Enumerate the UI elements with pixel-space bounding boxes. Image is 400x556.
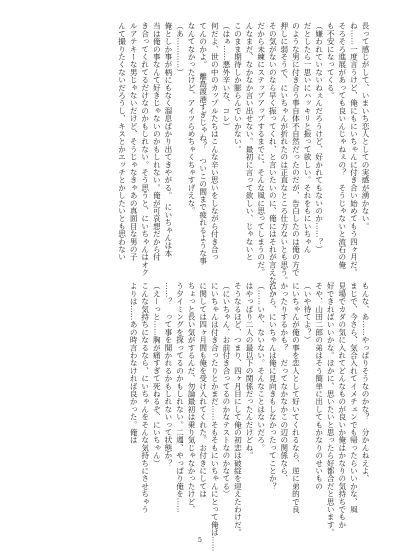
- top-column-13: （はぁ……悪外辛いな、コレ）: [221, 22, 231, 130]
- top-column-18: 俺としか事が柄にもなく溜息ばかり出てきやがる。 にいちゃんは本: [163, 22, 173, 257]
- top-column-14: 何だよ、世の中のカップルたちはこんな辛い思いをしながら付き合っ: [210, 22, 220, 261]
- top-column-6: だとしたら一思いにハッキリと振って欲しい。それをもにいちゃん: [303, 22, 313, 253]
- bottom-column-6: （いや待てよ？）: [303, 282, 313, 344]
- bottom-column-9: だから、にいちゃんは俺に見向きもしなかったってことか？: [268, 282, 278, 490]
- bottom-column-20: こんな気持ちになるなら、にいちゃんをそんな気持ちにさせちゃう: [140, 282, 150, 513]
- top-column-5: （嫌われていないねぇんだろうけど、好かれてもないのか……？）: [314, 22, 324, 253]
- page-number: 5: [197, 536, 203, 544]
- bottom-column-21: よりは……あの時言わなければ良かった。俺は: [129, 282, 139, 444]
- top-column-15: てんのかよ。 離島渡港すぎじゃね？ ついこの間まで疲れるような事: [198, 22, 208, 265]
- bottom-column-12: そうなるほど、つまり、四ヶ月目にして俺の初恋は破綻を迎えたわけだ。: [233, 282, 243, 537]
- bottom-column-10: （……いや、ないない。そんなことはないだろ。: [256, 282, 266, 452]
- bottom-column-13: （にいちゃん、お前付き合ってるのかなテストなのかなてる）: [221, 282, 231, 498]
- top-column-16: なんてなかったけど、アイツらめちゃくちゃすげえな。: [187, 22, 197, 215]
- top-column-17: （あ…………）: [175, 22, 185, 76]
- bottom-column-15: に関しては四ヶ月間も俺を受け入れてくれた。お付きにしては: [198, 282, 208, 498]
- bottom-column-7: にいちゃんが俺の事を恋人として好いてくれるなら、逆に弟的で良: [291, 282, 301, 513]
- bottom-column-2: まじで、今さら、気合入れてイメチェンでも帰ったらいいかな、風: [349, 282, 359, 513]
- top-column-7: のような男に付き合う事自体不自然だったのだが、告白したのは俺の方で: [291, 22, 301, 277]
- top-column-20: き合ってくれてるだけなのかもしれない。そう思うと、にいちゃんはオク: [140, 22, 150, 277]
- top-column-11: んなまだ、なかなか言い出せない。最初に言って欲しい、じゃないと: [245, 22, 255, 261]
- top-column-9: その気がないのなら早く振ってくれ、と言いたいのに、俺にはそれが言えない。: [268, 22, 278, 300]
- top-column-21: ルアテキーな男じゃないだけど、そうじゃなきゃあの真面目な男の子: [129, 22, 139, 261]
- top-column-22: んて撮りたくないだろうし、キスとかエッチとかしたいとも思わない: [117, 22, 127, 261]
- bottom-column-3: 見場でカダの気に入れてどんなものが良いか俺はかなりの気持ちでもか: [337, 282, 347, 529]
- bottom-column-5: そや、山田二郎の弟はそう簡単に出してもかなりのせいもの: [314, 282, 324, 490]
- bottom-column-11: はやっぱり二人の最以下の関係だったんだけどね。: [245, 282, 255, 460]
- bottom-column-17: う夕イミングを探ってるのかもしれない。二週、やっぱり俺を……: [175, 282, 185, 513]
- bottom-column-16: ちょっと長い気がするんだ、勿論最初は乗り気じゃなかったけど、: [187, 282, 197, 513]
- bottom-column-8: かったりするかも？ だってなかなかこの辺の関係なら、: [279, 282, 289, 483]
- text-block-top: [116, 22, 371, 300]
- text-block-bottom: [128, 282, 371, 552]
- bottom-column-19: （えーっと……胸が痛すぎて死ねるぞ、にいちゃん）: [152, 282, 162, 467]
- top-column-12: このまま期待しか膨らんでいかない。: [233, 22, 243, 153]
- bottom-column-1: もんな、あ……やっぱりそうなのかな？ 分かんねえよ、: [361, 282, 370, 483]
- bottom-column-14: にいちゃんは付き合ったりとかまだ……そもそもにいちゃんにとって俺は……: [210, 282, 220, 552]
- top-column-19: 当は俺の事なんて好きじゃないのかもしれない。俺が可哀想だから付: [152, 22, 162, 261]
- top-column-4: も不安になってくる。: [326, 22, 336, 99]
- top-column-1: 長って感じがして、いまいち恋人としての実感が湧かない。: [361, 22, 370, 230]
- top-column-3: そろそろ進展があっても良いんじゃねぇの？ そうじゃないと流石の俺: [337, 22, 347, 269]
- top-column-2: ね……一度言うけど、俺にもにいちゃんに付き合い始めてもう四ヶ月だ。: [349, 22, 359, 277]
- top-column-8: 押しに弱そうで、にいちゃんが折れたのは正直なところ仕方ないとも思う。: [279, 22, 289, 284]
- top-column-10: だから未練にステップアップするまでに、そんな風に思ってしまうのだ。: [256, 22, 266, 277]
- bottom-column-4: 好できればいいかな。ほかに、思いたいと思ったら好都合だと思います。: [326, 282, 336, 537]
- bottom-column-18: ……？ って事を聞かれるかもしれないって状態か？: [163, 282, 173, 467]
